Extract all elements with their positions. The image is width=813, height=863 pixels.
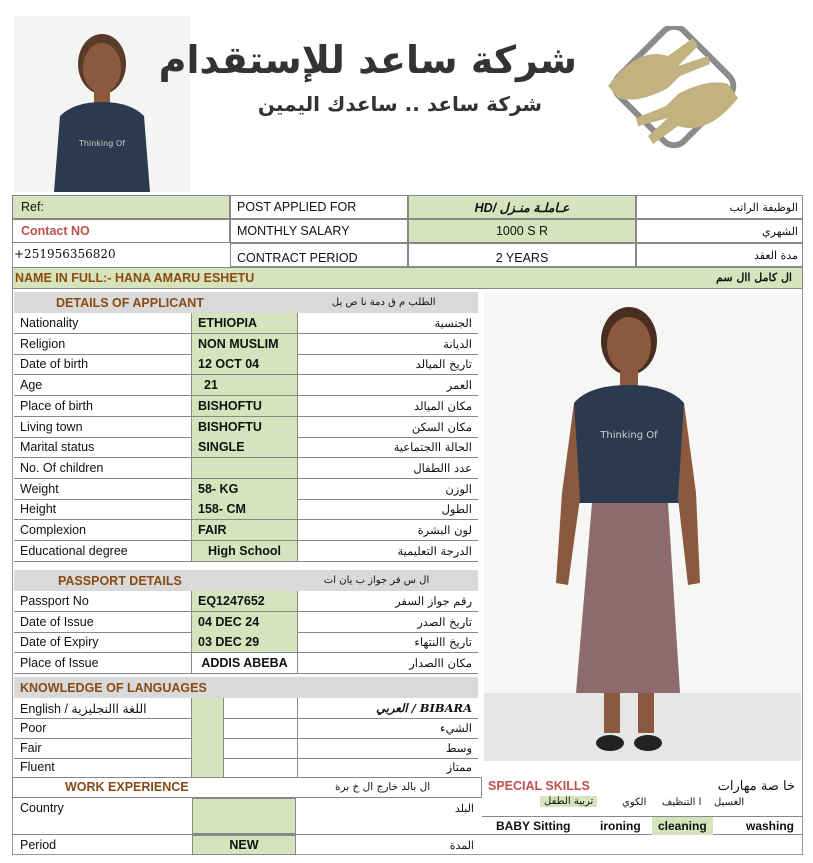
detail-value: BISHOFTU [192,396,298,416]
phone-number: +251956356820 [14,247,116,261]
details-header [14,292,478,313]
language-label: Poor [14,718,192,738]
svg-text:Thinking Of: Thinking Of [79,139,125,148]
work-period-row [12,834,482,855]
phone-cell [12,243,230,265]
language-label-ar: وسط [445,740,472,755]
detail-label-ar: الدرجة التعليمية [397,543,472,558]
detail-row [14,375,478,396]
detail-label-ar: مكان السكن [411,419,472,434]
work-title-ar: ال بالد خارج ال خ برة [335,781,431,793]
skill-ironing: ironing [600,819,641,833]
skills-title: SPECIAL SKILLS [488,779,590,793]
language-label: Fair [14,738,192,758]
contract-ar-cell [636,243,803,267]
work-period-label: Period [20,838,57,852]
name-full-ar: ال كامل اال سم [716,271,792,284]
detail-value: High School [192,541,298,561]
detail-label-ar: الوزن [445,481,472,496]
passport-label: Date of Issue [14,612,192,632]
skill-cleaning: cleaning [652,817,713,835]
contract-label-cell [230,243,408,267]
work-period-ar: المدة [449,839,474,852]
detail-label: Religion [14,334,192,354]
details-title-ar: الطلب م ق دمة نا ص يل [331,297,436,308]
work-country-ar: البلد [454,802,474,815]
post-value-cell [408,195,636,219]
detail-label-ar: مكان الميالد [414,398,472,413]
passport-label: Place of Issue [14,653,192,673]
passport-value: EQ1247652 [192,591,298,611]
work-country-label: Country [20,801,64,815]
detail-label-ar: عدد االطفال [413,460,472,475]
work-country-value [192,798,296,834]
detail-label: Living town [14,417,192,437]
detail-label: Date of birth [14,354,192,374]
detail-label-ar: الطول [441,502,472,517]
detail-label: Place of birth [14,396,192,416]
skills-row [482,816,803,835]
detail-label-ar: الديانة [443,336,472,351]
language-row [14,718,478,739]
company-name-ar: شركة ساعد للإستقدام [158,38,577,82]
detail-value [192,458,298,478]
detail-row [14,479,478,500]
skill-baby-sitting [496,819,570,833]
language-label: English / اللغة االنجليزية [14,698,192,718]
svg-text:Thinking Of: Thinking Of [600,430,658,441]
detail-row [14,354,478,375]
detail-value: FAIR [192,520,298,540]
language-level-cell [224,698,298,718]
post-ar-cell [636,195,803,219]
detail-value: 21 [192,375,298,395]
contact-cell [12,219,230,243]
language-label-ar: العربي / BIBARA [376,701,472,715]
language-label: Fluent [14,757,192,777]
company-tagline-ar: شركة ساعد .. ساعدك اليمين [257,92,543,116]
salary-value-cell [408,219,636,243]
skill-baby-sitting-text: BABY Sitting [496,819,571,833]
passport-label: Date of Expiry [14,632,192,652]
language-value [192,698,224,718]
contract-value-cell [408,243,636,267]
passport-label-ar: رقم جواز السفر [395,594,472,608]
detail-value: SINGLE [192,437,298,457]
languages-title: KNOWLEDGE OF LANGUAGES [20,680,207,695]
post-label-cell [230,195,408,219]
detail-row [14,458,478,479]
detail-label: Age [14,375,192,395]
passport-row [14,591,478,612]
detail-label: No. Of children [14,458,192,478]
detail-value: BISHOFTU [192,417,298,437]
detail-label: Marital status [14,437,192,457]
salary-value: 1000 S R [495,224,549,238]
passport-label-ar: تاريخ الصدر [417,614,472,629]
languages-header [14,677,478,698]
post-value: HD/ عـاملـة منـزل [474,200,570,215]
language-value [192,718,224,738]
passport-title-ar: ال س فر جواز ب يان ات [323,575,430,586]
work-period-value: NEW [229,838,259,852]
salary-label-cell [230,219,408,243]
post-label: POST APPLIED FOR [237,200,357,214]
detail-label-ar: الحالة االجتماعية [393,440,472,455]
name-full: NAME IN FULL:- HANA AMARU ESHETU [15,271,255,285]
post-ar: الوظيفة الراتب [729,200,798,214]
skill-ar-1: ا التنظيف [662,797,702,808]
detail-row [14,417,478,438]
skill-ar-3: تربية الطفل [540,796,597,807]
language-row [14,698,478,719]
skills-title-ar: خا صة مهارات [717,779,795,794]
detail-row [14,541,478,562]
passport-value: ADDIS ABEBA [192,653,298,673]
salary-ar-cell [636,219,803,243]
detail-row [14,520,478,541]
detail-value: 58- KG [192,479,298,499]
work-period-cell [192,835,296,855]
detail-label-ar: لون البشرة [417,523,472,537]
language-row [14,738,478,759]
salary-ar: الشهري [762,224,798,238]
detail-value: ETHIOPIA [192,313,298,333]
work-title: WORK EXPERIENCE [65,780,189,794]
language-level-cell [224,738,298,758]
salary-label: MONTHLY SALARY [237,224,350,238]
contact-label: Contact NO [21,224,90,238]
contract-value: 2 YEARS [495,251,549,265]
detail-label: Height [14,499,192,519]
language-label-ar: ممتاز [446,760,472,775]
language-level-cell [224,757,298,777]
detail-label-ar: العمر [446,378,472,393]
passport-label: Passport No [14,591,192,611]
detail-row [14,313,478,334]
language-value [192,738,224,758]
detail-value: 12 OCT 04 [192,354,298,374]
detail-label-ar: تاريخ الميالد [415,357,472,372]
contract-label: CONTRACT PERIOD [237,251,358,265]
passport-value: 03 DEC 29 [192,632,298,652]
applicant-photo-full [484,293,801,761]
detail-row [14,499,478,520]
passport-row [14,612,478,633]
detail-row [14,334,478,355]
contract-ar: مدة العقد [754,248,798,262]
detail-row [14,396,478,417]
passport-header [14,570,478,591]
language-row [14,757,478,778]
passport-row [14,632,478,653]
passport-title: PASSPORT DETAILS [58,573,182,588]
ref-cell [12,195,230,219]
passport-value: 04 DEC 24 [192,612,298,632]
work-header [12,777,482,798]
detail-value: 158- CM [192,499,298,519]
skill-ar-0: الغسيل [714,797,745,808]
language-level-cell [224,718,298,738]
skills-header [482,777,803,798]
skill-ar-2: الكوي [622,797,647,808]
language-value [192,757,224,777]
passport-label-ar: تاريخ االنتهاء [414,635,472,650]
detail-value: NON MUSLIM [192,334,298,354]
ref-label: Ref: [21,200,44,214]
detail-label-ar: الجنسية [434,316,472,330]
company-logo-hands-icon [598,26,748,158]
passport-row [14,653,478,674]
detail-label: Educational degree [14,541,192,561]
language-label-ar: الشيء [440,720,472,735]
passport-label-ar: مكان االصدار [409,656,472,671]
details-title: DETAILS OF APPLICANT [56,295,204,310]
detail-label: Weight [14,479,192,499]
skills-ar-row [482,796,803,812]
detail-row [14,437,478,458]
skill-washing: washing [746,819,795,833]
detail-label: Nationality [14,313,192,333]
detail-label: Complexion [14,520,192,540]
work-country-row [12,798,482,834]
name-row [12,267,803,289]
